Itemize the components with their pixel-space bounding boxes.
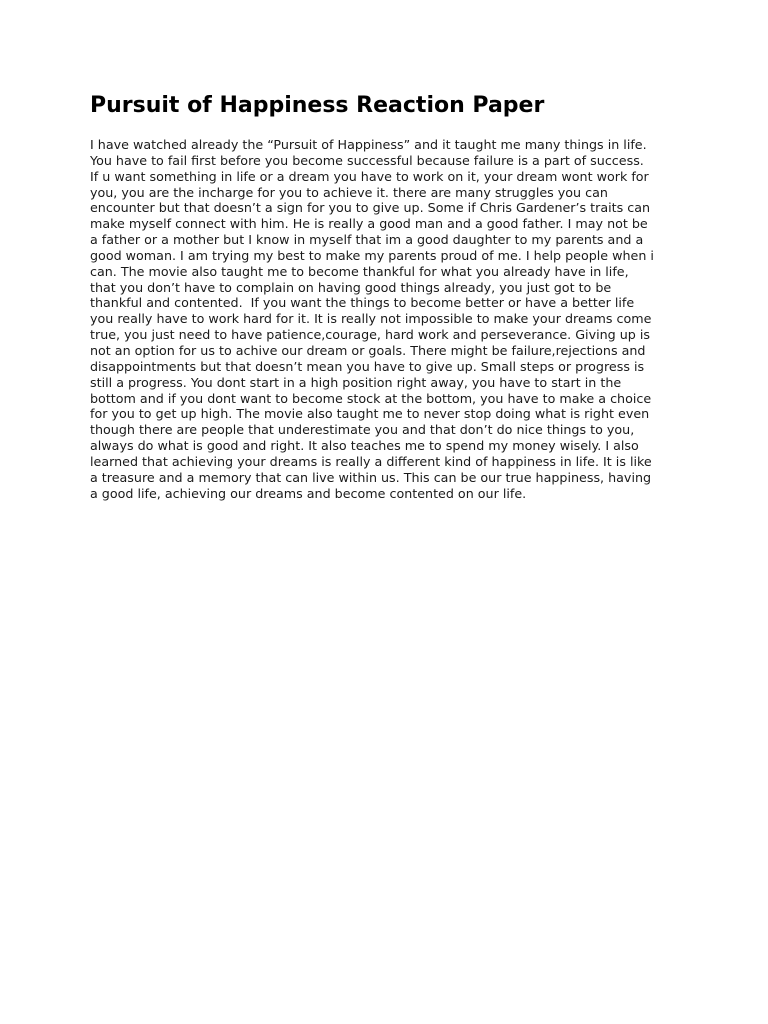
- body-line: can. The movie also taught me to become thankful for what you already have in life,: [90, 263, 629, 279]
- body-line: not an option for us to achive our dream or goals. There might be failure,rejections and: [90, 342, 646, 358]
- body-line: bottom and if you dont want to become stock at the bottom, you have to make a choice: [90, 390, 652, 406]
- body-line: for you to get up high. The movie also taught me to never stop doing what is right even: [90, 406, 650, 422]
- body-line: I have watched already the “Pursuit of Happiness” and it taught me many things in life.: [90, 137, 647, 152]
- body-line: a good life, achieving our dreams and become contented on our life.: [90, 485, 527, 501]
- body-line: You have to fail first before you become successful because failure is a part of success.: [90, 152, 644, 168]
- document-body: [90, 137, 690, 501]
- body-line: you, you are the incharge for you to achieve it. there are many struggles you can: [90, 184, 608, 200]
- document-title: Pursuit of Happiness Reaction Paper: [90, 93, 545, 118]
- body-line: that you don’t have to complain on having good things already, you just got to be: [90, 279, 612, 295]
- body-line: make myself connect with him. He is really a good man and a good father. I may not be: [90, 216, 648, 232]
- body-line: encounter but that doesn’t a sign for you to give up. Some if Chris Gardener’s traits can: [90, 200, 651, 216]
- body-line: disappointments but that doesn’t mean you have to give up. Small steps or progress is: [90, 358, 645, 374]
- body-line: though there are people that underestimate you and that don’t do nice things to you,: [90, 422, 635, 438]
- body-line: a father or a mother but I know in myself that im a good daughter to my parents and a: [90, 232, 644, 248]
- body-line: always do what is good and right. It also teaches me to spend my money wisely. I also: [90, 438, 639, 454]
- body-line: a treasure and a memory that can live within us. This can be our true happiness, having: [90, 469, 652, 485]
- body-line: still a progress. You dont start in a high position right away, you have to start in the: [90, 374, 622, 390]
- body-line: thankful and contented. If you want the things to become better or have a better life: [90, 295, 635, 311]
- body-line: If u want something in life or a dream you have to work on it, your dream wont work for: [90, 168, 649, 184]
- body-line: learned that achieving your dreams is really a different kind of happiness in life. It is like: [90, 453, 652, 469]
- body-line: good woman. I am trying my best to make my parents proud of me. I help people when i: [90, 247, 654, 263]
- body-line: true, you just need to have patience,courage, hard work and perseverance. Giving up is: [90, 327, 650, 343]
- body-line: you really have to work hard for it. It is really not impossible to make your dreams come: [90, 311, 652, 327]
